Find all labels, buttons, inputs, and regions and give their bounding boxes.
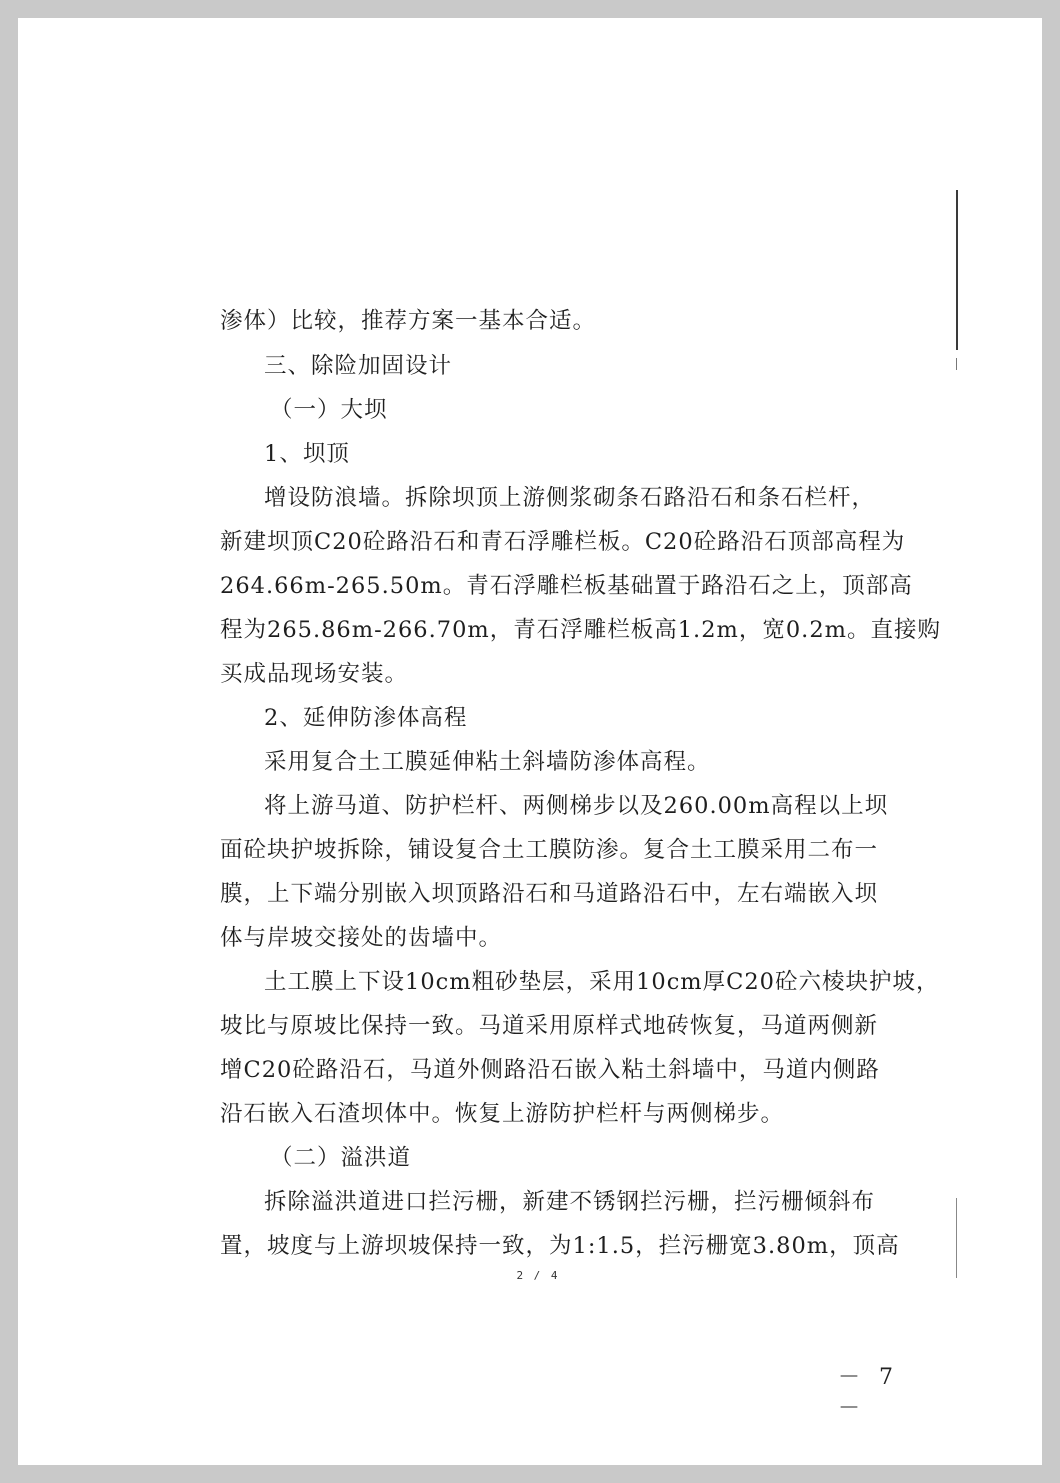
page-number: － 7 － xyxy=(838,1365,899,1421)
subsection-heading: （一）大坝 xyxy=(270,397,388,423)
document-page xyxy=(18,18,1042,1465)
body-line: 买成品现场安装。 xyxy=(220,661,409,687)
body-line: 采用复合土工膜延伸粘土斜墙防渗体高程。 xyxy=(264,749,711,775)
body-line: 坡比与原坡比保持一致。马道采用原样式地砖恢复，马道两侧新 xyxy=(220,1013,879,1039)
section-heading: 三、除险加固设计 xyxy=(264,353,453,379)
body-line: 体与岸坡交接处的齿墙中。 xyxy=(220,925,503,951)
item-heading: 2、延伸防渗体高程 xyxy=(264,705,468,731)
scan-page-marker: 2 / 4 xyxy=(516,1269,560,1282)
body-line: 拆除溢洪道进口拦污栅，新建不锈钢拦污栅，拦污栅倾斜布 xyxy=(264,1189,876,1215)
body-line: 渗体）比较，推荐方案一基本合适。 xyxy=(220,308,597,334)
body-line: 程为265.86m-266.70m，青石浮雕栏板高1.2m，宽0.2m。直接购 xyxy=(220,617,941,643)
body-line: 将上游马道、防护栏杆、两侧梯步以及260.00m高程以上坝 xyxy=(264,793,889,819)
body-line: 沿石嵌入石渣坝体中。恢复上游防护栏杆与两侧梯步。 xyxy=(220,1101,785,1127)
body-line: 增C20砼路沿石，马道外侧路沿石嵌入粘土斜墙中，马道内侧路 xyxy=(220,1057,880,1083)
body-line: 新建坝顶C20砼路沿石和青石浮雕栏板。C20砼路沿石顶部高程为 xyxy=(220,529,906,555)
body-line: 土工膜上下设10cm粗砂垫层，采用10cm厚C20砼六棱块护坡， xyxy=(264,969,940,995)
item-heading: 1、坝顶 xyxy=(264,441,350,467)
body-line: 膜，上下端分别嵌入坝顶路沿石和马道路沿石中，左右端嵌入坝 xyxy=(220,881,879,907)
subsection-heading: （二）溢洪道 xyxy=(270,1145,412,1171)
body-line: 增设防浪墙。拆除坝顶上游侧浆砌条石路沿石和条石栏杆， xyxy=(264,485,876,511)
body-line: 面砼块护坡拆除，铺设复合土工膜防渗。复合土工膜采用二布一 xyxy=(220,837,879,863)
body-line: 置，坡度与上游坝坡保持一致，为1:1.5，拦污栅宽3.80m，顶高 xyxy=(220,1233,900,1259)
body-line: 264.66m-265.50m。青石浮雕栏板基础置于路沿石之上，顶部高 xyxy=(220,573,913,599)
